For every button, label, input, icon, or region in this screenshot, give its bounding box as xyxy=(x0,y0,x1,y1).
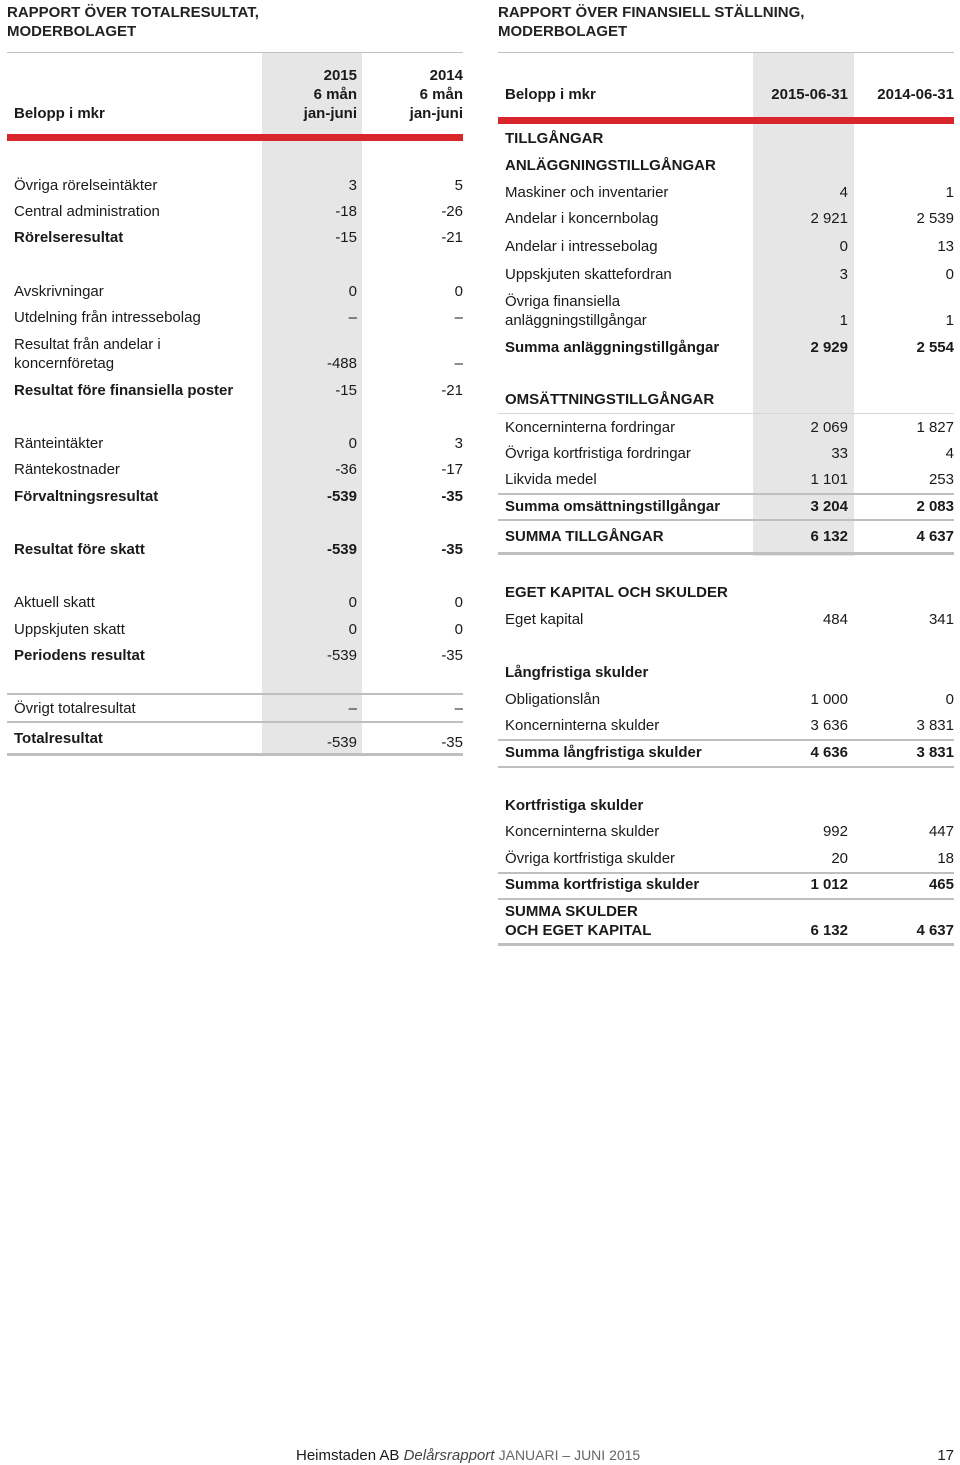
divider xyxy=(7,721,463,723)
divider xyxy=(498,872,954,874)
left-header-accent-bar xyxy=(7,134,463,141)
divider xyxy=(498,552,954,555)
right-header-label: Belopp i mkr xyxy=(505,86,596,103)
table-row: Övriga finansiella anläggningstillgångar 1 1 xyxy=(505,293,954,329)
right-header-col-2015: 2015-06-31 xyxy=(771,86,848,103)
left-header-col-2015: 2015 6 mån jan-juni xyxy=(303,67,357,122)
section-kortfristiga-skulder: Kortfristiga skulder xyxy=(505,797,644,814)
footer-report: Delårsrapport xyxy=(403,1447,495,1464)
section-omsattningstillgangar: OMSÄTTNINGSTILLGÅNGAR xyxy=(505,391,715,408)
divider xyxy=(498,739,954,741)
divider xyxy=(498,413,954,414)
left-header-col-2014: 2014 6 mån jan-juni xyxy=(409,67,463,122)
page-footer xyxy=(296,1446,640,1465)
right-report-title: RAPPORT ÖVER FINANSIELL STÄLLNING, MODERBOLAGET xyxy=(498,4,805,40)
divider xyxy=(7,753,463,756)
table-row: Resultat från andelar i koncernföretag -488 – xyxy=(14,336,463,372)
footer-period: JANUARI – JUNI 2015 xyxy=(498,1447,641,1463)
left-header-label: Belopp i mkr xyxy=(14,105,105,122)
divider xyxy=(498,943,954,946)
divider xyxy=(498,898,954,900)
page-number: 17 xyxy=(937,1447,954,1464)
divider xyxy=(498,493,954,495)
section-tillgangar: TILLGÅNGAR xyxy=(505,130,604,147)
section-eget-kapital-och-skulder: EGET KAPITAL OCH SKULDER xyxy=(505,584,728,601)
left-title-divider xyxy=(7,52,463,53)
section-anlaggningstillgangar: ANLÄGGNINGSTILLGÅNGAR xyxy=(505,157,716,174)
divider xyxy=(498,766,954,768)
right-header-col-2014: 2014-06-31 xyxy=(877,86,954,103)
section-langfristiga-skulder: Långfristiga skulder xyxy=(505,664,649,681)
right-header-accent-bar xyxy=(498,117,954,124)
right-title-divider xyxy=(498,52,954,53)
footer-company: Heimstaden AB xyxy=(296,1447,400,1464)
divider xyxy=(498,519,954,521)
table-row: SUMMA SKULDER OCH EGET KAPITAL 6 132 4 637 xyxy=(505,903,954,939)
left-report-title: RAPPORT ÖVER TOTALRESULTAT, MODERBOLAGET xyxy=(7,4,259,40)
divider xyxy=(7,693,463,695)
